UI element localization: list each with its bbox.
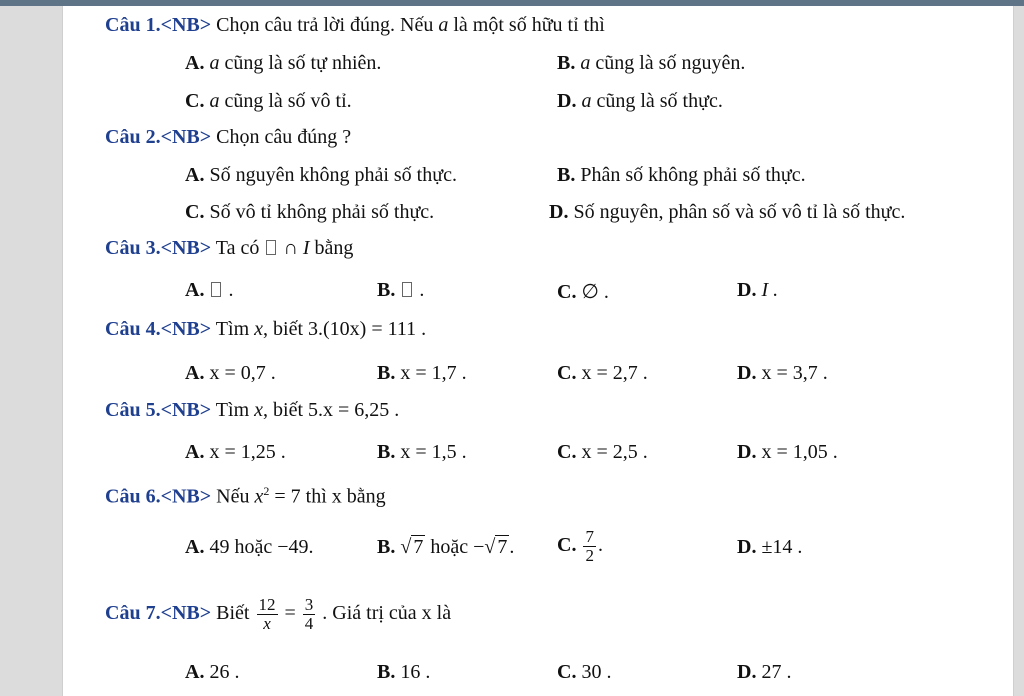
question-label: Câu 7. [105, 602, 161, 625]
option-text: hoặc − [430, 536, 485, 558]
missing-glyph-icon [402, 282, 412, 297]
option-text: ∅ . [581, 281, 609, 303]
question-stem: Biết [216, 602, 250, 625]
option-text: . [228, 279, 234, 301]
option-1c [185, 90, 352, 113]
question-3 [105, 237, 353, 260]
option-7d [737, 661, 791, 684]
option-letter: C. [557, 661, 577, 683]
option-7c [557, 661, 611, 684]
question-stem: Ta có [215, 237, 260, 259]
option-text: . [419, 279, 425, 301]
exponent: 2 [263, 484, 270, 498]
option-text: x = 1,05 . [761, 441, 838, 463]
question-stem-2: , biết 3.(10x) = 111 . [263, 318, 427, 340]
sqrt-expression: √ 7 [400, 536, 424, 558]
option-text: . [597, 534, 603, 557]
question-label: Câu 5. [105, 399, 161, 421]
intersection-symbol: ∩ [283, 237, 298, 259]
option-letter: A. [185, 536, 205, 558]
option-2b [557, 164, 806, 187]
option-6b [377, 536, 514, 559]
document-page [62, 6, 1014, 696]
option-letter: D. [737, 279, 757, 301]
question-tag: <NB> [160, 602, 212, 625]
option-letter: D. [737, 362, 757, 384]
option-3b [377, 279, 424, 302]
option-3d [737, 279, 778, 302]
question-stem-2: , biết 5.x = 6,25 . [263, 399, 400, 421]
numerator: 12 [258, 595, 276, 614]
denominator: 4 [304, 614, 314, 633]
option-5a [185, 441, 286, 464]
option-text: cũng là số nguyên. [595, 52, 746, 74]
option-5b [377, 441, 467, 464]
option-text: x = 1,7 . [400, 362, 467, 384]
option-text: x = 1,25 . [209, 441, 286, 463]
option-3a [185, 279, 233, 302]
option-7b [377, 661, 430, 684]
option-4b [377, 362, 467, 385]
variable: a [580, 52, 591, 74]
numerator: 7 [585, 527, 594, 546]
fraction [303, 596, 316, 633]
option-5c [557, 441, 648, 464]
question-4 [105, 318, 426, 341]
question-tag: <NB> [160, 237, 212, 259]
question-tag: <NB> [160, 14, 212, 36]
option-text: Số vô tỉ không phải số thực. [209, 201, 435, 223]
option-4c [557, 362, 648, 385]
fraction [257, 596, 278, 633]
option-3c [557, 279, 609, 304]
question-label: Câu 3. [105, 237, 161, 259]
question-stem-2: là một số hữu tỉ thì [453, 14, 605, 36]
question-1 [105, 14, 605, 37]
option-letter: A. [185, 164, 205, 186]
option-letter: A. [185, 279, 205, 301]
option-2d [549, 201, 905, 224]
option-letter: B. [377, 362, 396, 384]
option-letter: A. [185, 52, 205, 74]
missing-glyph-icon [211, 282, 221, 297]
option-letter: B. [377, 441, 396, 463]
option-text: x = 2,7 . [581, 362, 648, 384]
option-text: x = 2,5 . [581, 441, 648, 463]
option-text: 27 . [761, 661, 792, 683]
question-5 [105, 399, 399, 422]
option-text: cũng là số thực. [596, 90, 723, 112]
question-stem: Tìm [215, 399, 250, 421]
numerator: 3 [304, 595, 314, 614]
radicand: 7 [413, 536, 424, 558]
option-text: I . [761, 279, 779, 301]
variable: a [438, 14, 449, 36]
option-text: Số nguyên không phải số thực. [209, 164, 457, 186]
question-tag: <NB> [160, 126, 212, 148]
option-4a [185, 362, 276, 385]
question-label: Câu 6. [105, 485, 161, 508]
denominator: 2 [585, 546, 594, 565]
variable: x [254, 318, 264, 340]
option-text: 30 . [581, 661, 612, 683]
variable: a [581, 90, 592, 112]
variable: I [302, 237, 310, 259]
option-letter: B. [377, 536, 396, 558]
option-text: x = 1,5 . [400, 441, 467, 463]
missing-glyph-icon [266, 240, 276, 255]
option-letter: D. [737, 536, 757, 558]
option-text: 16 . [400, 661, 431, 683]
variable: a [209, 90, 220, 112]
question-stem: Chọn câu đúng ? [216, 126, 352, 148]
radicand: 7 [497, 536, 508, 558]
option-letter: B. [557, 164, 576, 186]
question-stem-2: = 7 thì x bằng [274, 485, 386, 508]
question-label: Câu 4. [105, 318, 161, 340]
variable: x [254, 485, 264, 508]
option-letter: B. [377, 279, 396, 301]
option-letter: D. [737, 441, 757, 463]
option-1d [557, 90, 723, 113]
question-2 [105, 126, 351, 149]
option-2a [185, 164, 457, 187]
option-text: 49 hoặc −49. [209, 536, 314, 558]
question-tag: <NB> [160, 318, 212, 340]
question-6 [105, 484, 386, 509]
option-letter: A. [185, 441, 205, 463]
option-letter: A. [185, 362, 205, 384]
question-label: Câu 1. [105, 14, 161, 36]
question-stem: Nếu [216, 485, 250, 508]
option-text: x = 3,7 . [761, 362, 828, 384]
option-text: ±14 . [761, 536, 803, 558]
option-letter: C. [557, 441, 577, 463]
option-letter: C. [557, 362, 577, 384]
option-1a [185, 52, 381, 75]
option-text: 26 . [209, 661, 240, 683]
option-letter: C. [185, 201, 205, 223]
option-1b [557, 52, 745, 75]
option-letter: C. [557, 281, 577, 303]
option-4d [737, 362, 828, 385]
equals-sign: = [284, 602, 296, 625]
option-text: Phân số không phải số thực. [580, 164, 806, 186]
option-7a [185, 661, 239, 684]
option-letter: A. [185, 661, 205, 683]
question-label: Câu 2. [105, 126, 161, 148]
question-stem: Tìm [215, 318, 250, 340]
option-6d [737, 536, 802, 559]
option-letter: D. [737, 661, 757, 683]
question-tag: <NB> [160, 399, 212, 421]
option-text: Số nguyên, phân số và số vô tỉ là số thực. [573, 201, 906, 223]
option-5d [737, 441, 838, 464]
question-tag: <NB> [160, 485, 212, 508]
option-letter: B. [557, 52, 576, 74]
option-text: x = 0,7 . [209, 362, 276, 384]
variable: x [254, 399, 264, 421]
question-stem-2: . Giá trị của x là [322, 602, 452, 625]
fraction [583, 528, 596, 565]
option-letter: D. [557, 90, 577, 112]
question-stem-2: bằng [314, 237, 354, 259]
option-6c [557, 528, 603, 565]
option-2c [185, 201, 434, 224]
option-letter: B. [377, 661, 396, 683]
denominator: x [263, 614, 271, 633]
sqrt-expression: √ 7 [484, 536, 508, 558]
option-6a [185, 536, 314, 559]
option-text: cũng là số tự nhiên. [224, 52, 382, 74]
option-text: . [509, 536, 515, 558]
question-stem: Chọn câu trả lời đúng. Nếu [216, 14, 434, 36]
option-letter: C. [557, 534, 577, 557]
variable: a [209, 52, 220, 74]
option-text: cũng là số vô tỉ. [224, 90, 352, 112]
option-letter: D. [549, 201, 569, 223]
question-7 [105, 596, 451, 633]
option-letter: C. [185, 90, 205, 112]
